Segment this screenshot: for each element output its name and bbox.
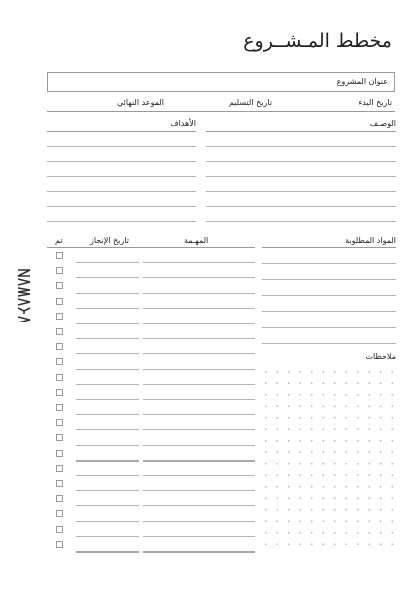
- project-title-label: عنوان المشروع: [336, 77, 388, 86]
- completion-date-line: [76, 551, 139, 553]
- done-checkbox[interactable]: [56, 465, 63, 472]
- done-checkbox[interactable]: [56, 480, 63, 487]
- done-checkbox[interactable]: [56, 389, 63, 396]
- completion-date-line: [76, 429, 139, 430]
- completion-date-line: [76, 399, 139, 400]
- materials-header-line: [262, 247, 396, 248]
- completion-date-line: [76, 414, 139, 415]
- goals-label: الأهداف: [170, 119, 196, 128]
- done-checkbox[interactable]: [56, 419, 63, 426]
- description-label: الوصـف: [369, 119, 396, 128]
- notes-dot-grid[interactable]: [258, 364, 396, 552]
- task-line: [143, 262, 255, 263]
- completion-date-line: [76, 505, 139, 506]
- done-checkbox[interactable]: [56, 404, 63, 411]
- done-checkbox[interactable]: [56, 343, 63, 350]
- completion-date-line: [76, 277, 139, 278]
- done-checkbox[interactable]: [56, 358, 63, 365]
- completion-date-line: [76, 475, 139, 476]
- materials-label: المواد المطلوبة: [345, 236, 396, 245]
- completion-date-line: [76, 536, 139, 537]
- brand-logo: [12, 268, 36, 322]
- done-checkbox[interactable]: [56, 541, 63, 548]
- done-checkbox[interactable]: [56, 328, 63, 335]
- done-checkbox[interactable]: [56, 434, 63, 441]
- task-line: [143, 505, 255, 506]
- task-line: [143, 551, 255, 553]
- task-line: [143, 338, 255, 339]
- task-line: [143, 353, 255, 354]
- task-line: [143, 293, 255, 294]
- task-line: [143, 490, 255, 491]
- task-line: [143, 369, 255, 370]
- completion-date-line: [76, 308, 139, 309]
- completion-date-line: [76, 369, 139, 370]
- completion-date-line: [76, 338, 139, 339]
- done-checkbox[interactable]: [56, 510, 63, 517]
- completion-date-line: [76, 323, 139, 324]
- start-date-label: تاريخ البدء: [358, 98, 392, 107]
- done-checkbox[interactable]: [56, 298, 63, 305]
- project-title-field[interactable]: [47, 72, 395, 92]
- task-line: [143, 429, 255, 430]
- task-line: [143, 536, 255, 537]
- date-row-line: [47, 111, 395, 112]
- task-line: [143, 445, 255, 446]
- page-title: مخطط المـشــروع: [243, 30, 392, 52]
- task-line: [143, 414, 255, 415]
- completion-date-line: [76, 384, 139, 385]
- done-checkbox[interactable]: [56, 282, 63, 289]
- completion-date-line: [76, 460, 139, 462]
- task-line: [143, 399, 255, 400]
- description-header-line: [206, 131, 396, 132]
- task-line: [143, 323, 255, 324]
- task-line: [143, 521, 255, 522]
- completion-date-column-header: تاريخ الإنجاز: [90, 236, 129, 245]
- done-checkbox[interactable]: [56, 450, 63, 457]
- completion-date-line: [76, 293, 139, 294]
- done-checkbox[interactable]: [56, 267, 63, 274]
- delivery-date-label: تاريخ التسليم: [228, 98, 272, 107]
- task-column-header: المهـمة: [184, 236, 209, 245]
- done-checkbox[interactable]: [56, 313, 63, 320]
- task-line: [143, 384, 255, 385]
- task-line: [143, 475, 255, 476]
- task-table-header-line: [47, 247, 255, 248]
- completion-date-line: [76, 490, 139, 491]
- completion-date-line: [76, 262, 139, 263]
- completion-date-line: [76, 353, 139, 354]
- done-checkbox[interactable]: [56, 526, 63, 533]
- completion-date-line: [76, 445, 139, 446]
- done-checkbox[interactable]: [56, 495, 63, 502]
- goals-header-line: [47, 131, 196, 132]
- task-line: [143, 460, 255, 462]
- task-line: [143, 308, 255, 309]
- done-checkbox[interactable]: [56, 252, 63, 259]
- completion-date-line: [76, 521, 139, 522]
- done-checkbox[interactable]: [56, 374, 63, 381]
- task-line: [143, 277, 255, 278]
- notes-label: ملاحظات: [365, 352, 396, 361]
- deadline-label: الموعد النهائي: [116, 98, 164, 107]
- done-column-header: تم: [55, 236, 63, 245]
